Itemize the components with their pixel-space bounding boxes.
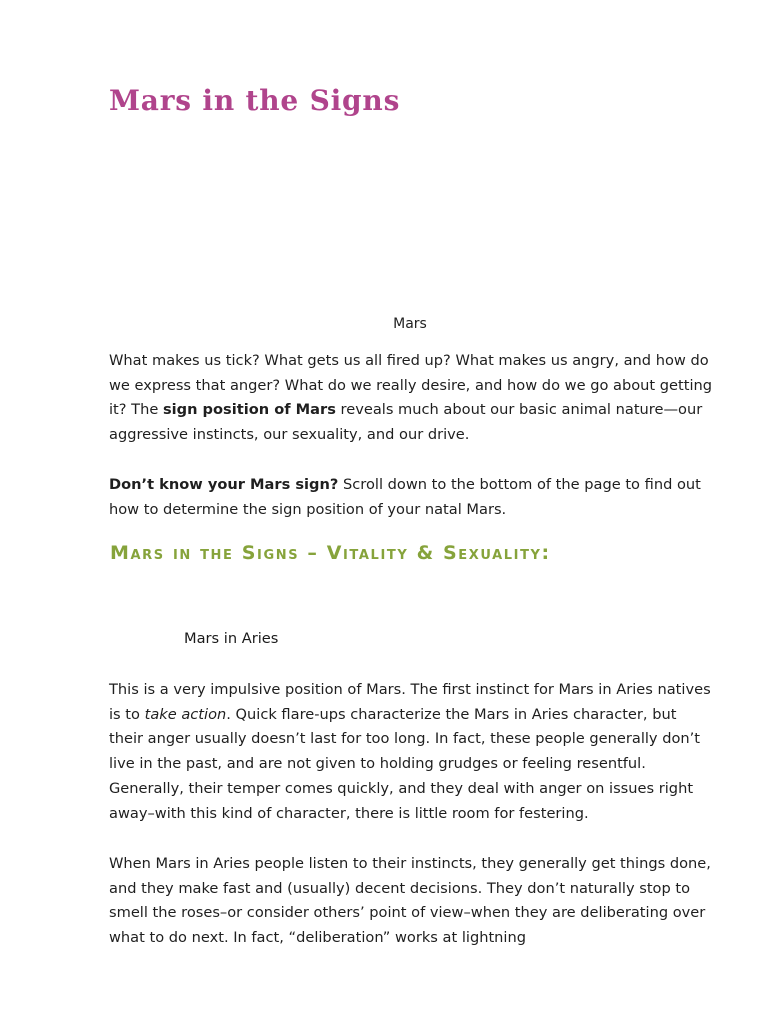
aries-p1-emphasis: take action [144,705,227,723]
intro-bold: sign position of Mars [162,401,336,419]
intro-paragraph [109,349,713,448]
note-bold: Don’t know your Mars sign? [109,476,339,493]
intro-text-1: What makes us tick? What gets us all fired up? What makes us angry, and how do we express that anger? What do we really desire, and how do we go about getting it? The [109,352,713,419]
image-caption: Mars [393,316,427,332]
subheading-aries: Mars in Aries [184,630,279,647]
aries-paragraph-2: When Mars in Aries people listen to their instincts, they generally get things done, and they make fast and (usually) decent decisions. They don’t naturally stop to smell the roses–or consider others’ point of view–when they are deliberating over what to do next. In fact, “deliberation” works at lightning [109,855,711,947]
section-heading: Mars in the Signs – Vitality & Sexuality: [110,542,551,564]
aries-p1-text-1: This is a very impulsive position of Mars. The first instinct for Mars in Aries natives is to [109,681,711,723]
note-paragraph [109,473,713,522]
note-text: Scroll down to the bottom of the page to find out how to determine the sign position of your natal Mars. [109,476,701,518]
aries-p1-text-2: . Quick flare-ups characterize the Mars in Aries character, but their anger usually doesn’t last for too long. In fact, these people generally don’t live in the past, and are not given to holding grudges or feeling resentful. Generally, their temper comes quickly, and they deal with anger on issues right away–with this kind of character, there is little room for festering. [109,705,701,822]
page-title: Mars in the Signs [109,84,401,117]
aries-paragraph-1 [109,678,713,826]
intro-text-2: reveals much about our basic animal nature—our aggressive instincts, our sexuality, and our drive. [109,401,703,444]
